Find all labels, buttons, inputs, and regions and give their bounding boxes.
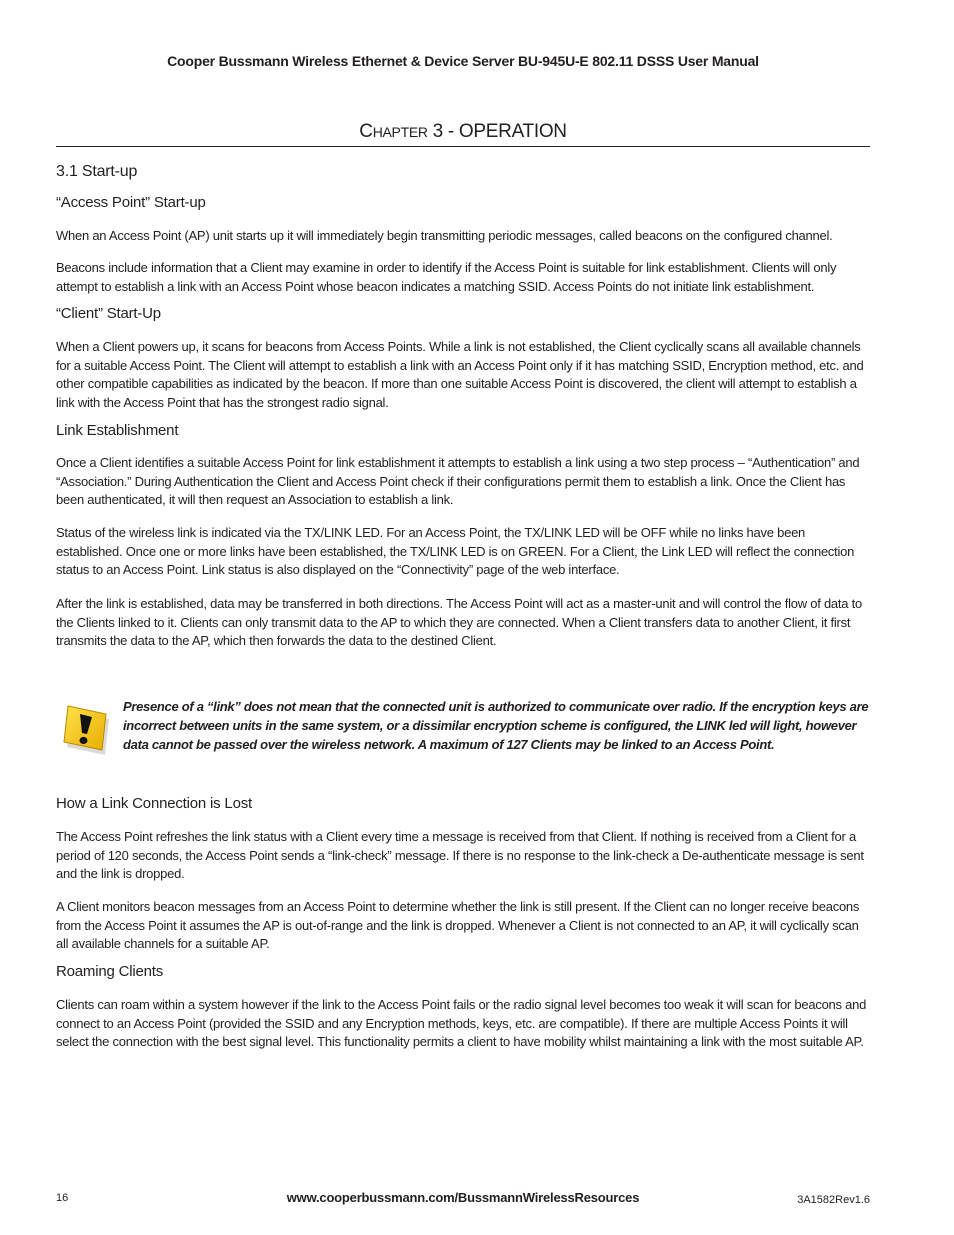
paragraph: When a Client powers up, it scans for beacons from Access Points. While a link is not established, the Client cyclically scans all available channels for a suitable Access Point. The Client will attempt to establish a link with an Access Point only if it has matching SSID, Encryption method, etc. and other compatible capabilities as indicated by the beacon. If more than one suitable Access Point is discovered, the client will attempt to establish a link with the Access Point that has the strongest radio signal. (56, 339, 864, 410)
paragraph: A Client monitors beacon messages from an Access Point to determine whether the link is still present. If the Client can no longer receive beacons from the Access Point it assumes the AP is out-of-range and the link is dropped. Whenever a Client is not connected to an AP, it will cyclically scan all available channels for a suitable AP. (56, 899, 860, 952)
chapter-first-letter: C (359, 121, 373, 142)
paragraph: The Access Point refreshes the link status with a Client every time a message is received from that Client. If nothing is received from a Client for a period of 120 seconds, the Access Point sends a “link-check” message. If there is no response to the link-check a De-authenticate message is sent and the link is dropped. (56, 829, 864, 882)
subsection-heading-ap-startup: “Access Point” Start-up (56, 194, 206, 211)
paragraph: Clients can roam within a system however if the link to the Access Point fails or the radio signal level becomes too weak it will scan for beacons and connect to an Access Point (provided the SSID and any Encryption methods, keys, etc. are compatible). If there are multiple Access Points it will select the connection with the best signal level. This functionality permits a client to have mobility whilst maintaining a link with the most suitable AP. (56, 997, 867, 1050)
subsection-heading-link-establishment: Link Establishment (56, 422, 179, 439)
subsection-heading-link-lost: How a Link Connection is Lost (56, 795, 252, 812)
warning-exclamation-icon (58, 700, 114, 758)
page-number: 16 (56, 1192, 69, 1204)
paragraph: Status of the wireless link is indicated via the TX/LINK LED. For an Access Point, the TX/LINK LED will be OFF while no links have been established. Once one or more links have been established, the TX/LINK LED is on GREEN. For a Client, the Link LED will reflect the connection status to an Access Point. Link status is also displayed on the “Connectivity” page of the web interface. (56, 525, 855, 578)
document-header-title: Cooper Bussmann Wireless Ethernet & Device Server BU-945U-E 802.11 DSSS User Manual (167, 53, 759, 69)
subsection-heading-roaming: Roaming Clients (56, 963, 164, 980)
subsection-heading-client-startup: “Client” Start-Up (56, 305, 161, 322)
chapter-word-rest: HAPTER (372, 124, 428, 140)
paragraph: Beacons include information that a Client may examine in order to identify if the Access Point is suitable for link establishment. Clients will only attempt to establish a link with an Access Point whose beacon indicates a matching SSID. Access Points do not initiate link establishment. (56, 260, 837, 294)
chapter-title (56, 121, 870, 143)
chapter-divider (56, 146, 870, 147)
paragraph: After the link is established, data may be transferred in both directions. The Access Point will act as a master-unit and will control the flow of data to the Clients linked to it. Clients can only transmit data to the AP to which they are connected. When a Client transfers data to another Client, it first transmits the data to the AP, which then forwards the data to the destined Client. (56, 596, 862, 649)
paragraph: Once a Client identifies a suitable Access Point for link establishment it attempts to establish a link using a two step process – “Authentication” and “Association.” During Authentication the Client and Access Point check if their configurations permit them to establish a link. Once the Client has been authenticated, it will then request an Association to establish a link. (56, 455, 860, 508)
footer-url-link[interactable]: www.cooperbussmann.com/BussmannWirelessResources (286, 1190, 640, 1205)
chapter-number-title: 3 - OPERATION (432, 121, 567, 142)
paragraph: When an Access Point (AP) unit starts up it will immediately begin transmitting periodic messages, called beacons on the configured channel. (56, 228, 833, 243)
document-revision: 3A1582Rev1.6 (797, 1194, 870, 1206)
section-heading: 3.1 Start-up (56, 163, 138, 180)
warning-note-text: Presence of a “link” does not mean that the connected unit is authorized to communicate over radio. If the encryption keys are incorrect between units in the same system, or a dissimilar encryption scheme is configured, the LINK led will light, however data cannot be passed over the wireless network. A maximum of 127 Clients may be linked to an Access Point. (123, 699, 869, 752)
